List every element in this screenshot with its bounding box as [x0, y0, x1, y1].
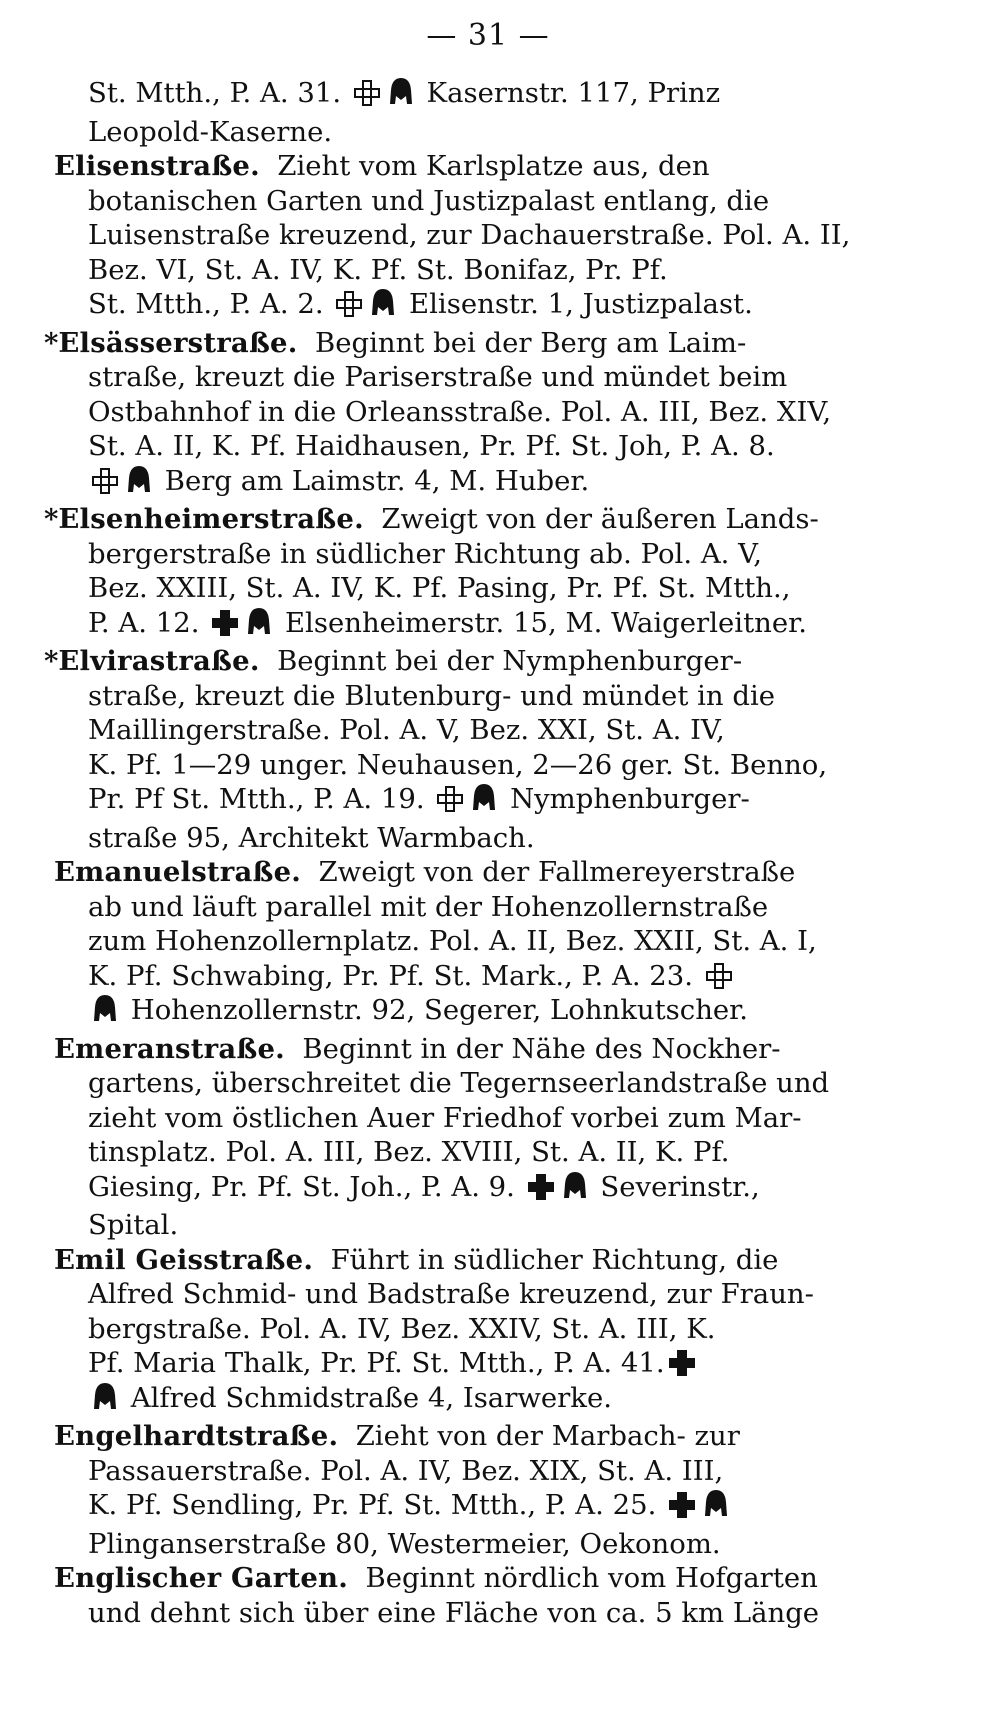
entry-englischer-garten — [54, 1561, 918, 1630]
entry-heading: Elvirastraße. — [58, 645, 260, 677]
entry-line: Luisenstraße kreuzend, zur Dachauerstraße. Pol. A. II, — [88, 219, 851, 251]
entry-line: straße, kreuzt die Blutenburg- und mündet in die — [88, 679, 776, 712]
first-aid-cross-outline-icon — [354, 80, 380, 106]
entry-line — [44, 502, 918, 537]
entry-line — [88, 76, 918, 115]
entry-line: botanischen Garten und Justizpalast entlang, die — [88, 184, 770, 217]
entry-emil-geisstrasse — [54, 1243, 918, 1420]
entry-text: Pr. Pf St. Mtth., P. A. 19. — [88, 783, 434, 815]
entry-heading: Elsässerstraße. — [58, 326, 298, 359]
entry-text: St. Mtth., P. A. 31. — [88, 77, 350, 109]
entry-text: K. Pf. Sendling, Pr. Pf. St. Mtth., P. A. 25. — [88, 1489, 666, 1521]
first-aid-cross-solid-icon — [212, 610, 238, 636]
entry-elvirastrasse — [44, 644, 918, 855]
entry-line: gartens, überschreitet die Tegernseerlandstraße und — [88, 1067, 830, 1099]
entry-text: Beginnt nördlich vom Hofgarten — [365, 1562, 818, 1594]
fire-helmet-icon — [471, 782, 497, 821]
entry-line — [88, 1381, 918, 1420]
entry-text: Kasernstr. 117, Prinz — [417, 77, 721, 109]
fire-helmet-icon — [562, 1170, 588, 1209]
entry-line — [88, 993, 918, 1032]
entry-line — [88, 782, 918, 821]
entry-heading: Emanuelstraße. — [54, 856, 302, 888]
entry-emeranstrasse — [54, 1032, 918, 1243]
entry-heading: Elisenstraße. — [54, 150, 260, 182]
entry-heading: Emeranstraße. — [54, 1032, 285, 1065]
first-aid-cross-outline-icon — [336, 291, 362, 317]
entry-text: Beginnt bei der Berg am Laim- — [315, 326, 747, 359]
fire-helmet-icon — [388, 76, 414, 115]
first-aid-cross-outline-icon — [437, 786, 463, 812]
entry-line — [88, 606, 918, 645]
entry-line — [88, 959, 918, 994]
entry-line — [54, 855, 918, 890]
entry-text: Zweigt von der Fallmereyerstraße — [318, 856, 796, 888]
entry-text: Nymphenburger- — [501, 783, 750, 815]
entry-text: Elsenheimerstr. 15, M. Waigerleitner. — [276, 606, 807, 639]
page-number: — 31 — — [426, 18, 550, 53]
entry-text: Elisenstr. 1, Justizpalast. — [400, 288, 753, 320]
entry-emanuelstrasse — [54, 855, 918, 1032]
entry-heading: Engelhardtstraße. — [54, 1420, 339, 1452]
first-aid-cross-solid-icon — [528, 1174, 554, 1200]
fire-helmet-icon — [126, 464, 152, 503]
entry-text: Zweigt von der äußeren Lands- — [381, 503, 819, 535]
entry-text: Zieht vom Karlsplatze aus, den — [277, 150, 710, 182]
entry-heading: Englischer Garten. — [54, 1562, 349, 1594]
entry-text: Alfred Schmidstraße 4, Isarwerke. — [122, 1381, 612, 1414]
entry-line: Bez. VI, St. A. IV, K. Pf. St. Bonifaz, Pr. Pf. — [88, 253, 668, 286]
entry-line: und dehnt sich über eine Fläche von ca. 5 km Länge — [88, 1596, 820, 1629]
entry-line: Leopold-Kaserne. — [88, 115, 333, 148]
entry-line: straße, kreuzt die Pariserstraße und mündet beim — [88, 361, 788, 393]
fire-helmet-icon — [703, 1488, 729, 1527]
entry-line — [44, 644, 918, 679]
entry-line — [88, 1346, 918, 1381]
entry-line: ab und läuft parallel mit der Hohenzollernstraße — [88, 890, 769, 923]
entry-line — [88, 287, 918, 326]
entry-text: Hohenzollernstr. 92, Segerer, Lohnkutscher. — [122, 994, 749, 1026]
entry-star: * — [44, 503, 59, 535]
entry-text: St. Mtth., P. A. 2. — [88, 288, 333, 320]
entry-line — [54, 1419, 918, 1454]
entry-text: Severinstr., — [591, 1170, 760, 1203]
entry-elsaesserstrasse — [44, 326, 918, 503]
entry-text: P. A. 12. — [88, 606, 209, 639]
entry-text: Führt in südlicher Richtung, die — [330, 1243, 779, 1276]
entry-text: Zieht von der Marbach- zur — [355, 1420, 740, 1452]
entry-line: straße 95, Architekt Warmbach. — [88, 821, 535, 854]
entry-line — [54, 149, 918, 184]
entry-line: bergstraße. Pol. A. IV, Bez. XXIV, St. A. III, K. — [88, 1312, 716, 1345]
entry-line: tinsplatz. Pol. A. III, Bez. XVIII, St. A. II, K. Pf. — [88, 1136, 730, 1168]
entry-line: Maillingerstraße. Pol. A. V, Bez. XXI, St. A. IV, — [88, 714, 725, 746]
entry-line — [44, 326, 918, 361]
entry-line: Ostbahnhof in die Orleansstraße. Pol. A. III, Bez. XIV, — [88, 395, 832, 428]
entry-star: * — [44, 645, 59, 677]
entry-text: Giesing, Pr. Pf. St. Joh., P. A. 9. — [88, 1170, 524, 1203]
fire-helmet-icon — [92, 1381, 118, 1420]
first-aid-cross-outline-icon — [92, 468, 118, 494]
book-page — [44, 10, 918, 1630]
entry-text: K. Pf. Schwabing, Pr. Pf. St. Mark., P. A. 23. — [88, 959, 702, 992]
entry-line: Passauerstraße. Pol. A. IV, Bez. XIX, St. A. III, — [88, 1454, 724, 1487]
entry-line: Plinganserstraße 80, Westermeier, Oekonom. — [88, 1527, 721, 1560]
first-aid-cross-outline-icon — [706, 963, 732, 989]
fire-helmet-icon — [92, 993, 118, 1032]
entry-line: zum Hohenzollernplatz. Pol. A. II, Bez. XXII, St. A. I, — [88, 925, 817, 957]
entry-engelhardtstrasse — [54, 1419, 918, 1561]
entry-line — [54, 1243, 918, 1278]
entry-text: Beginnt in der Nähe des Nockher- — [302, 1032, 781, 1065]
entry-continuation — [88, 76, 918, 149]
entry-elsenheimerstrasse — [44, 502, 918, 644]
entry-line: K. Pf. 1—29 unger. Neuhausen, 2—26 ger. St. Benno, — [88, 748, 828, 781]
entry-line: bergerstraße in südlicher Richtung ab. Pol. A. V, — [88, 537, 762, 570]
entry-line: Alfred Schmid- und Badstraße kreuzend, zur Fraun- — [88, 1278, 814, 1310]
entry-line — [88, 1488, 918, 1527]
entry-star: * — [44, 326, 59, 359]
entry-text: Beginnt bei der Nymphenburger- — [277, 645, 743, 677]
entry-text: Pf. Maria Thalk, Pr. Pf. St. Mtth., P. A. 41. — [88, 1347, 665, 1379]
entry-elisenstrasse — [54, 149, 918, 326]
first-aid-cross-solid-icon — [669, 1350, 695, 1376]
first-aid-cross-solid-icon — [669, 1492, 695, 1518]
entry-heading: Emil Geisstraße. — [54, 1243, 314, 1276]
entry-line — [88, 464, 918, 503]
entry-heading: Elsenheimerstraße. — [58, 503, 364, 535]
entry-line — [88, 1170, 918, 1209]
entry-line — [54, 1561, 918, 1596]
fire-helmet-icon — [246, 606, 272, 645]
entry-line: Bez. XXIII, St. A. IV, K. Pf. Pasing, Pr. Pf. St. Mtth., — [88, 572, 791, 604]
entry-line: Spital. — [88, 1209, 179, 1241]
fire-helmet-icon — [370, 287, 396, 326]
entry-text: Berg am Laimstr. 4, M. Huber. — [156, 464, 590, 497]
entry-line — [54, 1032, 918, 1067]
entry-line: St. A. II, K. Pf. Haidhausen, Pr. Pf. St. Joh, P. A. 8. — [88, 430, 775, 462]
entry-line: zieht vom östlichen Auer Friedhof vorbei zum Mar- — [88, 1101, 802, 1134]
